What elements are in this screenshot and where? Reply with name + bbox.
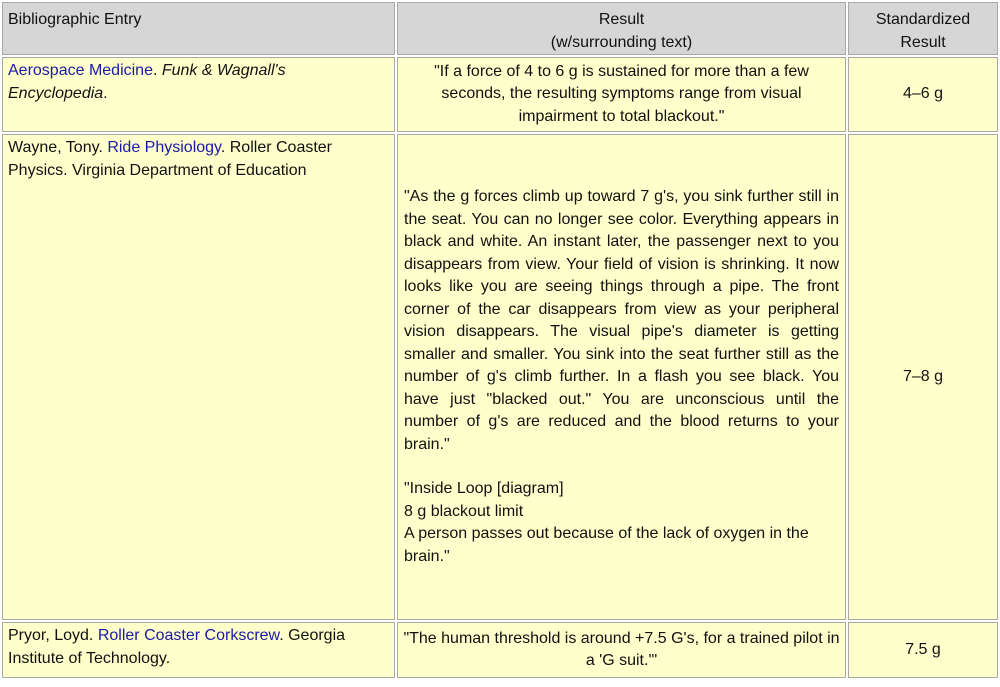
header-standardized-label-1: Standardized (875, 11, 971, 28)
header-result-sublabel: (w/surrounding text) (550, 33, 693, 51)
header-result (397, 2, 846, 55)
entry-cell (2, 57, 395, 132)
result-quote-line: A person passes out because of the lack of oxygen in the brain." (404, 525, 809, 565)
result-cell (397, 57, 846, 132)
standardized-cell (848, 622, 998, 678)
entry-italic-title: Funk & Wagnall's Encyclopedia (8, 62, 286, 102)
entry-text: . Roller Coaster Physics. Virginia Department of Education (8, 139, 333, 179)
table-row (2, 622, 998, 678)
table-row (2, 134, 998, 620)
result-cell (397, 622, 846, 678)
entry-text: Wayne, Tony. (8, 139, 108, 156)
entry-text: . Georgia Institute of Technology. (8, 627, 346, 667)
table-row (2, 57, 998, 132)
entry-cell (2, 622, 395, 678)
header-standardized-result (848, 2, 998, 55)
standardized-cell (848, 57, 998, 132)
result-cell (397, 134, 846, 620)
standardized-value: 7.5 g (905, 640, 941, 658)
source-link[interactable]: Ride Physiology (107, 139, 221, 156)
result-quote-line: "Inside Loop [diagram] (404, 480, 564, 497)
header-bibliographic-entry (2, 2, 395, 55)
entry-cell (2, 134, 395, 620)
entry-text: . (152, 62, 162, 79)
result-quote: "The human threshold is around +7.5 G's, for a trained pilot in a 'G suit.'" (403, 629, 840, 669)
standardized-cell (848, 134, 998, 620)
entry-text: Pryor, Loyd. (8, 627, 98, 644)
result-quote-line: 8 g blackout limit (404, 502, 524, 520)
standardized-value: 7–8 g (902, 367, 944, 385)
result-quote: "As the g forces climb up toward 7 g's, you sink further still in the seat. You can no longer see color. Everything appears in black and white. An instant later, the passenger next to you disappears from view. Your field of vision is shrinking. It now looks like you are seeing things through a pipe. The front corner of the car disappears from view as your peripheral vision disappears. The visual pipe's diameter is getting smaller and smaller. You sink into the seat further still as the number of g's climb further. In a flash you see black. You have just "blacked out." You are unconscious until the number of g's are reduced and the blood returns to your brain." (404, 188, 839, 453)
source-link[interactable]: Aerospace Medicine (8, 62, 153, 79)
header-standardized-label-2: Result (900, 33, 946, 51)
header-entry-label: Bibliographic Entry (8, 11, 142, 28)
header-result-label: Result (598, 11, 645, 28)
result-quote: "If a force of 4 to 6 g is sustained for more than a few seconds, the resulting symptoms range from visual impairment to total blackout." (434, 62, 809, 125)
header-row (2, 2, 998, 55)
source-link[interactable]: Roller Coaster Corkscrew (97, 627, 280, 644)
entry-text: . (103, 84, 108, 102)
standardized-value: 4–6 g (902, 85, 944, 103)
